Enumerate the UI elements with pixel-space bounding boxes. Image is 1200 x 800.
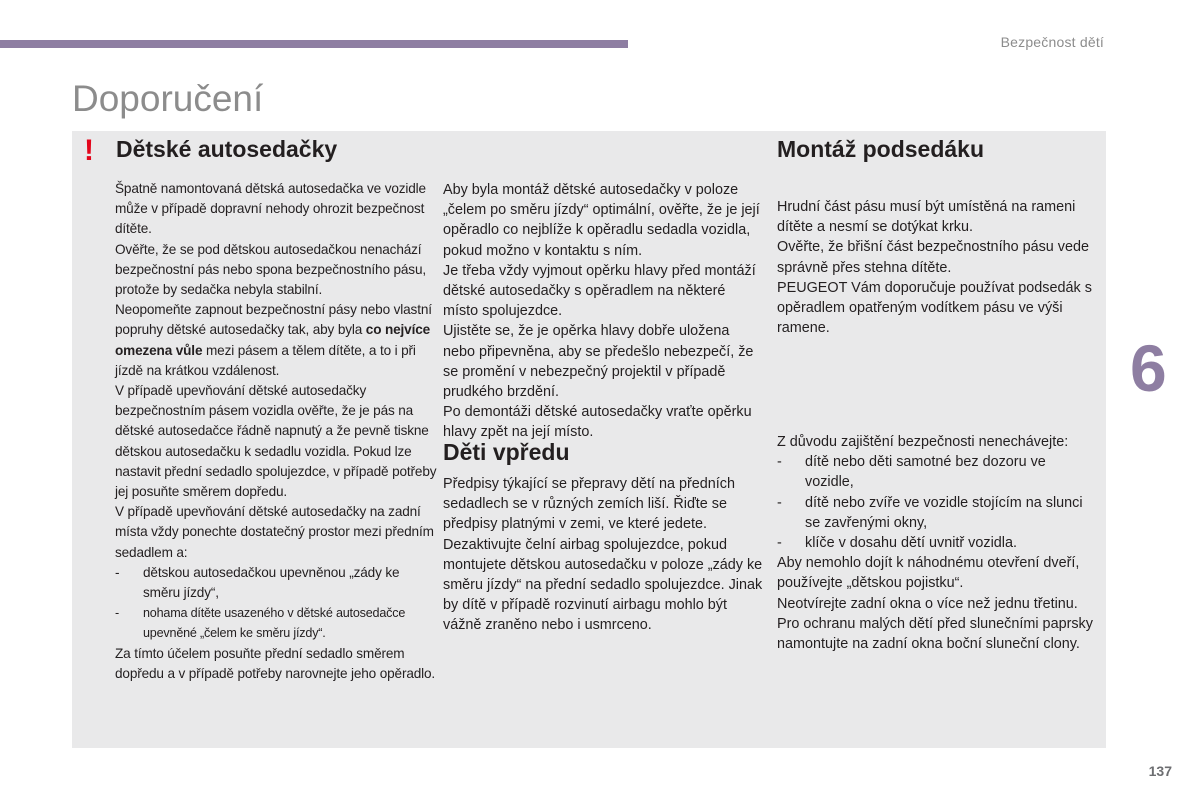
paragraph: Ověřte, že břišní část bezpečnostního pásu vede správně přes stehna dítěte. bbox=[777, 239, 1089, 276]
paragraph: Dezaktivujte čelní airbag spolujezdce, pokud montujete dětskou autosedačku v poloze „zády ke směru jízdy“ na přední sedadlo spolujezdce. Jinak by dítě v případě rozvinutí airbagu mohlo být vážně zraněno nebo i usmrceno. bbox=[443, 536, 763, 634]
text-run: Neopomeňte zapnout bezpečnostní pásy nebo vlastní popruhy dětské autosedačky tak, aby byla bbox=[115, 302, 432, 338]
dash-bullet: - bbox=[777, 454, 782, 471]
paragraph: Za tímto účelem posuňte přední sedadlo směrem dopředu a v případě potřeby narovnejte jeho opěradlo. bbox=[115, 645, 436, 681]
dash-bullet: - bbox=[115, 606, 119, 621]
chapter-number: 6 bbox=[1130, 331, 1167, 405]
list-item bbox=[777, 493, 1097, 533]
emphasis-text: co nejvíce omezena vůle bbox=[115, 322, 431, 358]
list-item-text: klíče v dosahu dětí uvnitř vozidla. bbox=[805, 535, 1017, 552]
list-item-text: nohama dítěte usazeného v dětské autosedačce upevněné „čelem ke směru jízdy“. bbox=[143, 606, 406, 641]
heading-booster-installation: Montáž podsedáku bbox=[777, 136, 985, 162]
paragraph: V případě upevňování dětské autosedačky na zadní místa vždy ponechte dostatečný prostor mezi předním sedadlem a: bbox=[115, 504, 434, 560]
column-right-top bbox=[777, 197, 1097, 338]
list-item bbox=[777, 452, 1097, 492]
list-item-text: dětskou autosedačkou upevněnou „zády ke směru jízdy“, bbox=[143, 564, 400, 601]
column-right-bottom bbox=[777, 432, 1097, 654]
paragraph: Předpisy týkající se přepravy dětí na předních sedadlech se v různých zemích liší. Řiďte se předpisy platnými v zemi, ve které jedete. bbox=[443, 476, 735, 533]
warning-icon: ! bbox=[84, 134, 94, 167]
column-child-seats bbox=[115, 179, 437, 684]
paragraph: Špatně namontovaná dětská autosedačka ve vozidle může v případě dopravní nehody ohrozit bezpečnost dítěte. bbox=[115, 181, 426, 237]
page-title: Doporučení bbox=[72, 78, 264, 119]
list-item bbox=[115, 603, 437, 643]
paragraph: Aby nemohlo dojít k náhodnému otevření dveří, používejte „dětskou pojistku“. bbox=[777, 555, 1080, 592]
paragraph: Neotvírejte zadní okna o více než jednu třetinu. bbox=[777, 595, 1078, 612]
dash-list bbox=[115, 563, 437, 644]
paragraph: Hrudní část pásu musí být umístěná na rameni dítěte a nesmí se dotýkat krku. bbox=[777, 199, 1076, 236]
list-item-text: dítě nebo zvíře ve vozidle stojícím na slunci se zavřenými okny, bbox=[805, 494, 1083, 531]
page-number: 137 bbox=[1148, 763, 1172, 779]
list-item bbox=[777, 533, 1097, 553]
paragraph: Pro ochranu malých dětí před slunečními paprsky namontujte na zadní okna boční sluneční clony. bbox=[777, 615, 1093, 653]
dash-list bbox=[777, 452, 1097, 553]
dash-bullet: - bbox=[777, 494, 782, 511]
paragraph bbox=[115, 300, 437, 381]
paragraph: Ověřte, že se pod dětskou autosedačkou nenachází bezpečnostní pás nebo spona bezpečnostního pásu, protože by sedačka nebyla stabilní. bbox=[115, 241, 426, 298]
paragraph: PEUGEOT Vám doporučuje používat podsedák s opěradlem opatřeným vodítkem pásu ve výši ramene. bbox=[777, 279, 1092, 337]
text-run: mezi pásem a tělem dítěte, a to i při jízdě na krátkou vzdálenost. bbox=[115, 342, 416, 378]
list-item-text: dítě nebo děti samotné bez dozoru ve vozidle, bbox=[805, 454, 1046, 491]
paragraph: Z důvodu zajištění bezpečnosti nenechávejte: bbox=[777, 434, 1069, 450]
heading-children-front: Děti vpředu bbox=[443, 439, 570, 465]
heading-child-seats: Dětské autosedačky bbox=[116, 136, 338, 162]
paragraph: Po demontáži dětské autosedačky vraťte opěrku hlavy zpět na její místo. bbox=[443, 404, 752, 441]
list-item bbox=[115, 563, 437, 603]
header-accent-bar bbox=[0, 40, 628, 48]
column-middle-top bbox=[443, 180, 763, 443]
paragraph: V případě upevňování dětské autosedačky bezpečnostním pásem vozidla ověřte, že je pás na dětské autosedačce řádně napnutý a že pevně tiskne dětskou autosedačku k sedadlu vozidla. Pokud lze nastavit přední sedadlo spolujezdce, v případě potřeby jej posuňte směrem dopředu. bbox=[115, 383, 437, 500]
dash-bullet: - bbox=[115, 564, 120, 580]
section-label: Bezpečnost dětí bbox=[1000, 34, 1104, 50]
dash-bullet: - bbox=[777, 535, 782, 552]
paragraph: Aby byla montáž dětské autosedačky v poloze „čelem po směru jízdy“ optimální, ověřte, že je její opěradlo co nejblíže k opěradlu sedadla vozidla, pokud možno v kontaktu s ním. bbox=[443, 182, 760, 259]
column-middle-bottom bbox=[443, 474, 763, 636]
paragraph: Je třeba vždy vyjmout opěrku hlavy před montáží dětské autosedačky s opěradlem na některé místo spolujezdce. bbox=[443, 262, 756, 320]
paragraph: Ujistěte se, že je opěrka hlavy dobře uložena nebo připevněna, aby se předešlo nebezpečí, že se promění v nebezpečný projektil v případě prudkého brzdění. bbox=[443, 323, 754, 401]
